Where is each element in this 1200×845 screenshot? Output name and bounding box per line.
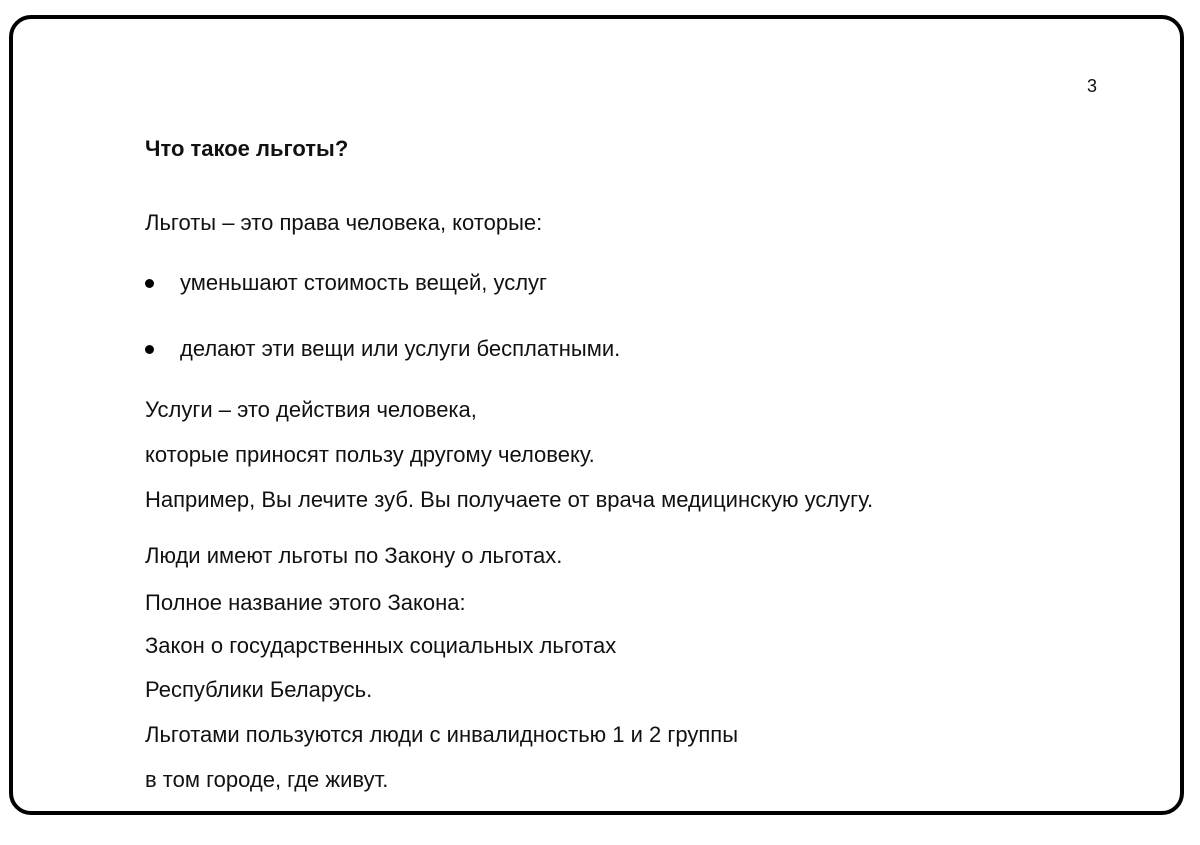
list-item-text: уменьшают стоимость вещей, услуг bbox=[180, 270, 548, 295]
bullet-icon bbox=[145, 345, 154, 354]
paragraph-line: Услуги – это действия человека, bbox=[145, 397, 477, 422]
paragraph-line: которые приносят пользу другому человеку. bbox=[145, 442, 595, 467]
page-title: Что такое льготы? bbox=[145, 136, 349, 161]
paragraph-line: Полное название этого Закона: bbox=[145, 590, 466, 615]
list-item-text: делают эти вещи или услуги бесплатными. bbox=[180, 336, 621, 361]
paragraph-line: Республики Беларусь. bbox=[145, 677, 373, 702]
intro-text: Льготы – это права человека, которые: bbox=[145, 210, 543, 235]
paragraph-line: в том городе, где живут. bbox=[145, 767, 389, 792]
paragraph-line: Закон о государственных социальных льготах bbox=[145, 633, 617, 658]
bullet-icon bbox=[145, 279, 154, 288]
page-number: 3 bbox=[1087, 76, 1098, 96]
paragraph-line: Например, Вы лечите зуб. Вы получаете от врача медицинскую услугу. bbox=[145, 487, 874, 512]
paragraph-line: Люди имеют льготы по Закону о льготах. bbox=[145, 543, 563, 568]
paragraph-line: Льготами пользуются люди с инвалидностью 1 и 2 группы bbox=[145, 722, 739, 747]
